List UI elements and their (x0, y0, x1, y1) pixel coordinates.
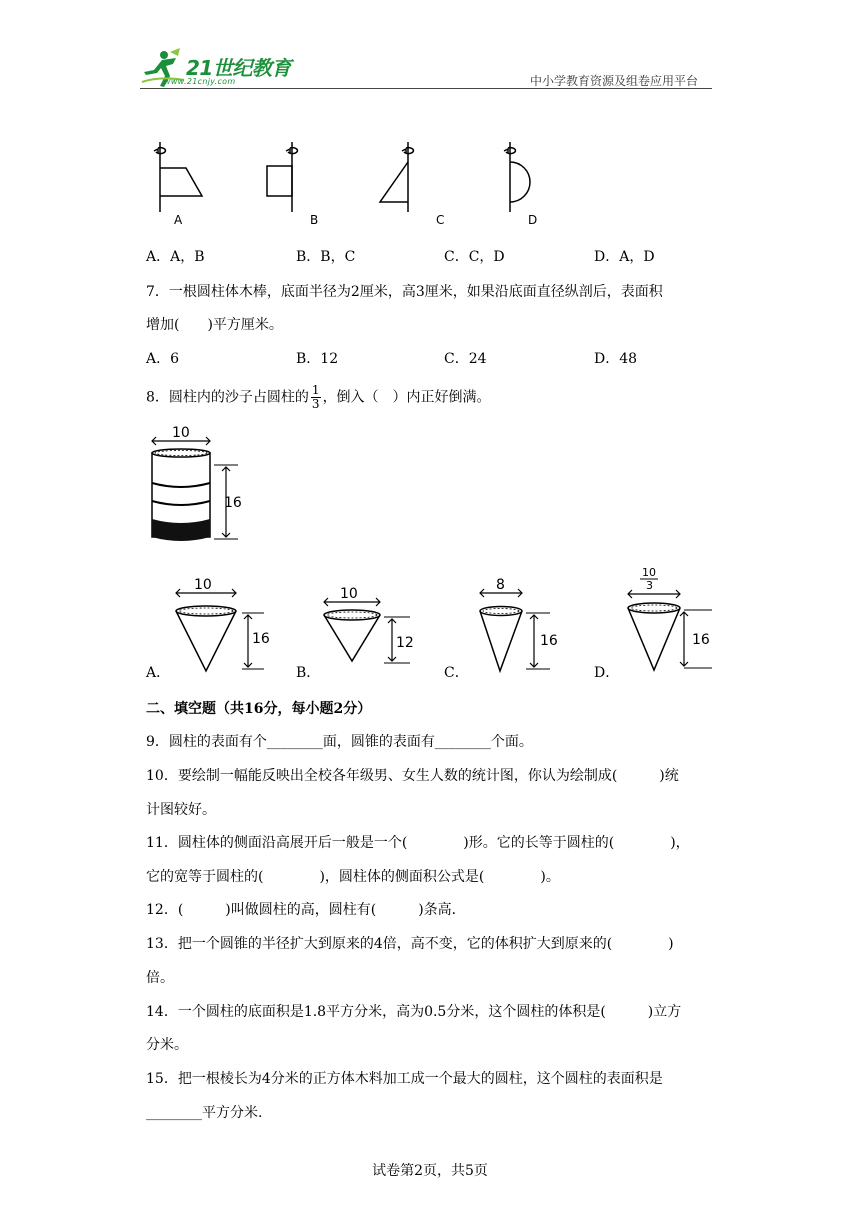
cone-c-diameter: 8 (496, 577, 505, 593)
q10-stem-line1: 10．要绘制一幅能反映出全校各年级男、女生人数的统计图，你认为绘制成( )统 (146, 768, 679, 784)
figure-label-b: B (310, 213, 319, 227)
q6-option-c[interactable]: C．C，D (444, 249, 505, 265)
q8-fraction-numerator: 1 (311, 383, 320, 397)
q12-stem: 12．( )叫做圆柱的高，圆柱有( )条高． (146, 902, 466, 918)
q8-option-d-letter: D． (594, 665, 620, 681)
q6-option-d[interactable]: D．A，D (594, 249, 655, 265)
cone-a-figure (168, 575, 276, 675)
q8-cylinder-height: 16 (224, 495, 242, 511)
q11-stem-line2: 它的宽等于圆柱的( )，圆柱体的侧面积公式是( )。 (146, 869, 560, 885)
cone-a-height: 16 (252, 631, 270, 647)
cone-d-height: 16 (692, 632, 710, 648)
q7-stem-line1: 7．一根圆柱体木棒，底面半径为2厘米，高3厘米，如果沿底面直径纵剖后，表面积 (146, 284, 663, 300)
cone-d-diameter-numerator: 10 (642, 566, 656, 579)
q13-stem-line1: 13．把一个圆锥的半径扩大到原来的4倍，高不变，它的体积扩大到原来的( ) (146, 936, 674, 952)
q15-stem-line1: 15．把一根棱长为4分米的正方体木料加工成一个最大的圆柱，这个圆柱的表面积是 (146, 1071, 663, 1087)
q8-fraction-denominator: 3 (311, 397, 320, 411)
figure-b (267, 142, 297, 212)
section-fill-in-title: 二、填空题（共16分，每小题2分） (146, 701, 372, 717)
q8-stem-suffix: ，倒入（ ）内正好倒满。 (322, 389, 491, 406)
figure-label-a: A (174, 213, 183, 227)
cone-b-diameter: 10 (340, 586, 358, 602)
figure-a (154, 142, 202, 212)
figure-label-d: D (528, 213, 538, 227)
q8-cylinder-diameter: 10 (172, 425, 190, 441)
cone-d-figure (622, 562, 722, 674)
figure-c (380, 142, 413, 212)
q9-stem: 9．圆柱的表面有个________面，圆锥的表面有________个面。 (146, 734, 533, 750)
q8-stem (146, 384, 491, 411)
site-logo (140, 46, 320, 90)
cone-c-figure (476, 575, 576, 675)
q8-option-b[interactable] (296, 575, 426, 685)
cone-d-diameter-denominator: 3 (646, 579, 653, 592)
q11-stem-line1: 11．圆柱体的侧面沿高展开后一般是一个( )形。它的长等于圆柱的( )， (146, 835, 690, 851)
q6-option-a[interactable]: A．A，B (146, 249, 205, 265)
q7-option-a[interactable]: A．6 (146, 351, 180, 367)
q8-option-c-letter: C． (444, 665, 469, 681)
q8-option-b-letter: B． (296, 665, 321, 681)
logo-url: www.21cnjy.com (164, 77, 236, 86)
cone-b-height: 12 (396, 635, 414, 651)
q7-option-b[interactable]: B．12 (296, 351, 339, 367)
q7-stem-line2: 增加( )平方厘米。 (146, 317, 283, 333)
header-divider (140, 88, 712, 89)
q14-stem-line2: 分米。 (146, 1037, 188, 1053)
q8-option-c[interactable] (444, 575, 574, 685)
q7-option-d[interactable]: D．48 (594, 351, 638, 367)
q15-stem-line2: ________平方分米. (146, 1105, 263, 1121)
q8-option-a[interactable] (146, 575, 276, 685)
cone-a-diameter: 10 (194, 577, 212, 593)
q8-option-d[interactable] (594, 562, 724, 685)
q6-rotation-figures (140, 140, 560, 230)
page-footer: 试卷第2页，共5页 (372, 1163, 488, 1179)
q14-stem-line1: 14．一个圆柱的底面积是1.8平方分米，高为0.5分米，这个圆柱的体积是( )立方 (146, 1004, 682, 1020)
cone-c-height: 16 (540, 633, 558, 649)
cone-b-figure (318, 575, 426, 675)
q6-option-b[interactable]: B．B，C (296, 249, 356, 265)
q13-stem-line2: 倍。 (146, 970, 174, 986)
q8-stem-prefix: 8．圆柱内的沙子占圆柱的 (146, 389, 309, 406)
q10-stem-line2: 计图较好。 (146, 802, 216, 818)
q7-option-c[interactable]: C．24 (444, 351, 487, 367)
q8-cylinder-figure (140, 425, 250, 550)
q8-fraction (311, 384, 321, 411)
logo-text: 21世纪教育 (186, 56, 291, 80)
platform-name: 中小学教育资源及组卷应用平台 (530, 74, 699, 88)
figure-label-c: C (436, 213, 445, 227)
q8-option-a-letter: A． (146, 665, 171, 681)
figure-d (504, 142, 530, 212)
